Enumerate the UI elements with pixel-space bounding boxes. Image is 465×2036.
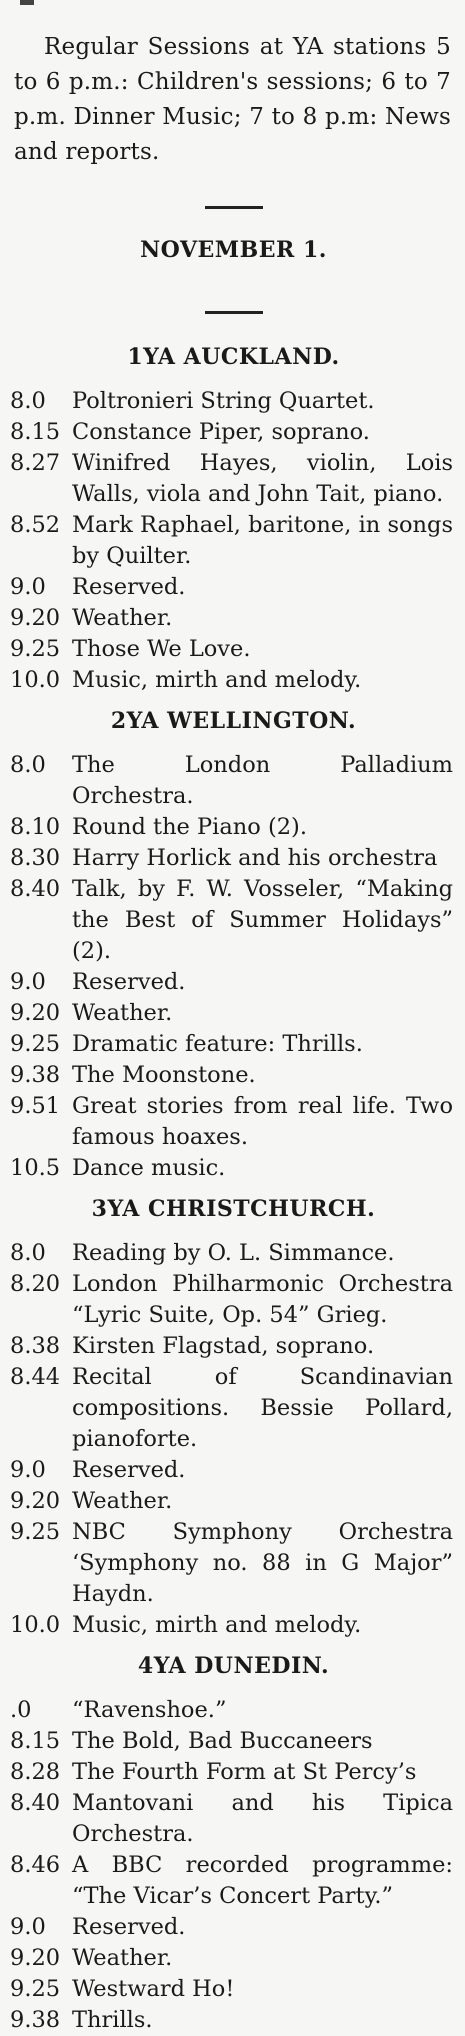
programme-entry xyxy=(10,1486,457,1517)
programme-entry xyxy=(10,1726,457,1757)
programme-entry xyxy=(10,1153,457,1184)
intro-paragraph: Regular Sessions at YA stations 5 to 6 p.m.: Children's sessions; 6 to 7 p.m. Dinner Music; 7 to 8 p.m: News and reports. xyxy=(14,34,451,165)
programme-entry xyxy=(10,1060,457,1091)
programme-entry xyxy=(10,1269,457,1331)
programme-title: Weather. xyxy=(72,1488,173,1514)
programme-entry xyxy=(10,1091,457,1153)
programme-title: Great stories from real life. Two famous hoaxes. xyxy=(72,1093,453,1150)
programme-time: 8.0 xyxy=(10,1240,46,1266)
programme-entry xyxy=(10,874,457,967)
programme-time: 9.20 xyxy=(10,1000,61,1026)
programme-time: 10.0 xyxy=(10,1612,61,1638)
programme-title: Reserved. xyxy=(72,1914,186,1940)
programme-entry xyxy=(10,1610,457,1641)
programme-entry xyxy=(10,1695,457,1726)
programme-time: 8.44 xyxy=(10,1364,61,1390)
programme-time: 8.15 xyxy=(10,1728,61,1754)
programme-entry xyxy=(10,386,457,417)
programme-entry xyxy=(10,967,457,998)
programme-title: Those We Love. xyxy=(72,636,251,662)
programme-entry xyxy=(10,812,457,843)
programme-entry xyxy=(10,1238,457,1269)
programme-time: .0 xyxy=(10,1697,32,1723)
programme-title: London Philharmonic Orchestra “Lyric Suite, Op. 54” Grieg. xyxy=(72,1271,453,1328)
programme-entry xyxy=(10,1757,457,1788)
programme-time: 8.38 xyxy=(10,1333,61,1359)
programme-title: Mantovani and his Tipica Orchestra. xyxy=(72,1790,453,1847)
programme-time: 9.20 xyxy=(10,605,61,631)
programme-time: 9.0 xyxy=(10,1914,46,1940)
station-heading: 3YA CHRISTCHURCH. xyxy=(91,1196,376,1222)
programme-time: 10.0 xyxy=(10,667,61,693)
programme-entry xyxy=(10,1850,457,1912)
programme-entry xyxy=(10,448,457,510)
programme-entry xyxy=(10,665,457,696)
programme-entry xyxy=(10,1029,457,1060)
programme-entry xyxy=(10,1331,457,1362)
programme-title: Weather. xyxy=(72,605,173,631)
programme-title: Dramatic feature: Thrills. xyxy=(72,1031,363,1057)
programme-title: Winifred Hayes, violin, Lois Walls, viola and John Tait, piano. xyxy=(72,450,453,507)
programme-time: 9.25 xyxy=(10,636,61,662)
programme-title: A BBC recorded programme: “The Vicar’s Concert Party.” xyxy=(72,1852,453,1909)
programme-title: Dance music. xyxy=(72,1155,226,1181)
programme-title: Music, mirth and melody. xyxy=(72,1612,362,1638)
programme-entry xyxy=(10,603,457,634)
programme-entry xyxy=(10,1974,457,2005)
programme-title: Reserved. xyxy=(72,1457,186,1483)
programme-time: 8.28 xyxy=(10,1759,61,1785)
programme-title: The Fourth Form at St Percy’s xyxy=(72,1759,417,1785)
programme-title: Constance Piper, soprano. xyxy=(72,419,370,445)
programme-title: Kirsten Flagstad, soprano. xyxy=(72,1333,375,1359)
date-heading: NOVEMBER 1. xyxy=(140,237,327,263)
programme-title: Westward Ho! xyxy=(72,1976,235,2002)
programme-time: 9.25 xyxy=(10,1519,61,1545)
programme-title: Harry Horlick and his orchestra xyxy=(72,845,438,871)
programme-time: 9.0 xyxy=(10,969,46,995)
divider-rule xyxy=(205,311,263,314)
programme-title: “Ravenshoe.” xyxy=(72,1697,227,1723)
programme-time: 9.38 xyxy=(10,1062,61,1088)
programme-title: Mark Raphael, baritone, in songs by Quilter. xyxy=(72,512,453,569)
top-edge-mark xyxy=(20,0,34,5)
station-heading: 2YA WELLINGTON. xyxy=(110,708,357,734)
programme-time: 9.0 xyxy=(10,574,46,600)
programme-title: Recital of Scandinavian compositions. Bessie Pollard, pianoforte. xyxy=(72,1364,453,1452)
programme-time: 9.25 xyxy=(10,1031,61,1057)
programme-title: Reserved. xyxy=(72,574,186,600)
programme-entry xyxy=(10,843,457,874)
programme-time: 9.20 xyxy=(10,1945,61,1971)
programme-time: 8.46 xyxy=(10,1852,61,1878)
programme-title: Round the Piano (2). xyxy=(72,814,307,840)
station-listings xyxy=(10,342,457,2036)
divider-rule xyxy=(205,206,263,209)
programme-title: The London Palladium Orchestra. xyxy=(72,752,453,809)
programme-entry xyxy=(10,1788,457,1850)
programme-time: 9.25 xyxy=(10,1976,61,2002)
programme-entry xyxy=(10,572,457,603)
programme-time: 8.10 xyxy=(10,814,61,840)
programme-entry xyxy=(10,1517,457,1610)
programme-title: NBC Symphony Orchestra ‘Symphony no. 88 in G Major” Haydn. xyxy=(72,1519,453,1607)
programme-time: 9.20 xyxy=(10,1488,61,1514)
programme-entry xyxy=(10,2005,457,2036)
programme-title: Weather. xyxy=(72,1945,173,1971)
programme-time: 8.52 xyxy=(10,512,61,538)
programme-time: 8.20 xyxy=(10,1271,61,1297)
programme-title: The Bold, Bad Buccaneers xyxy=(72,1728,373,1754)
programme-entry xyxy=(10,1362,457,1455)
programme-time: 9.0 xyxy=(10,1457,46,1483)
programme-title: Reserved. xyxy=(72,969,186,995)
programme-entry xyxy=(10,510,457,572)
programme-time: 8.0 xyxy=(10,388,46,414)
programme-title: Music, mirth and melody. xyxy=(72,667,362,693)
programme-entry xyxy=(10,634,457,665)
programme-time: 8.0 xyxy=(10,752,46,778)
programme-time: 8.27 xyxy=(10,450,61,476)
programme-time: 8.40 xyxy=(10,876,61,902)
programme-entry xyxy=(10,750,457,812)
programme-title: Weather. xyxy=(72,1000,173,1026)
programme-time: 8.15 xyxy=(10,419,61,445)
station-heading: 1YA AUCKLAND. xyxy=(127,344,340,370)
programme-entry xyxy=(10,1455,457,1486)
programme-time: 9.51 xyxy=(10,1093,61,1119)
station-heading: 4YA DUNEDIN. xyxy=(137,1653,330,1679)
programme-title: The Moonstone. xyxy=(72,1062,256,1088)
programme-entry xyxy=(10,417,457,448)
programme-title: Reading by O. L. Simmance. xyxy=(72,1240,395,1266)
programme-time: 10.5 xyxy=(10,1155,61,1181)
programme-title: Thrills. xyxy=(72,2007,153,2033)
programme-time: 9.38 xyxy=(10,2007,61,2033)
programme-title: Poltronieri String Quartet. xyxy=(72,388,375,414)
programme-title: Talk, by F. W. Vosseler, “Making the Best of Summer Holidays” (2). xyxy=(72,876,453,964)
programme-entry xyxy=(10,1943,457,1974)
programme-entry xyxy=(10,998,457,1029)
programme-time: 8.40 xyxy=(10,1790,61,1816)
programme-time: 8.30 xyxy=(10,845,61,871)
programme-entry xyxy=(10,1912,457,1943)
